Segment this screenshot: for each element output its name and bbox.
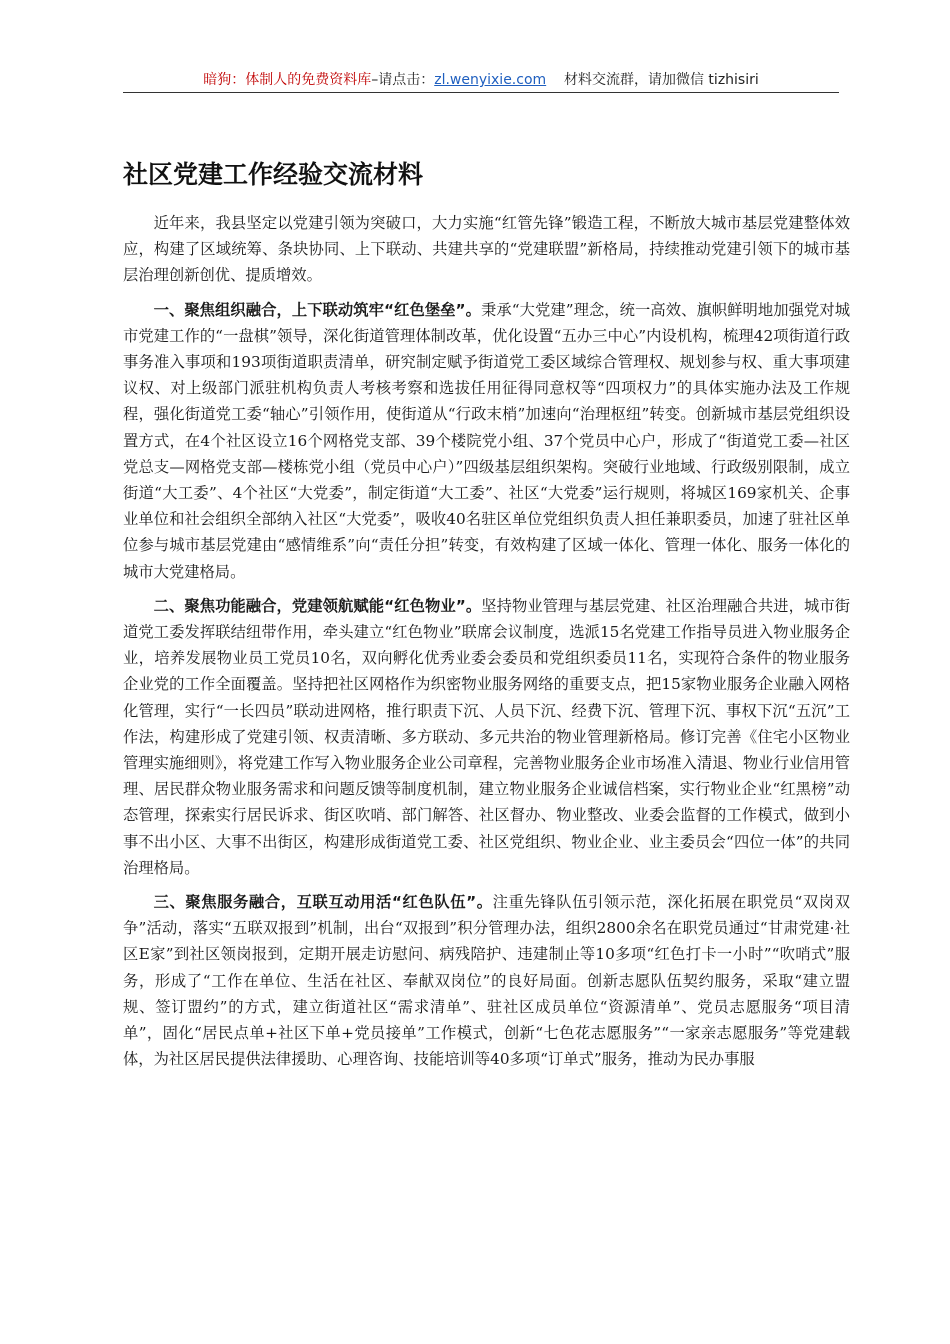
document-body [123, 210, 850, 1081]
header-contact: 材料交流群，请加微信 tizhisiri [563, 72, 759, 88]
document-title: 社区党建工作经验交流材料 [123, 160, 424, 189]
header-link[interactable]: zl.wenyixie.com [434, 72, 547, 88]
section-paragraph-2 [123, 593, 850, 881]
section-text-2: 坚持物业管理与基层党建、社区治理融合共进，城市街道党工委发挥联结纽带作用，牵头建立“红色物业”联席会议制度，选派15名党建工作指导员进入物业服务企业，培养发展物业员工党员10名，双向孵化优秀业委会委员和党组织委员11名，实现符合条件的物业服务企业党的工作全面覆盖。坚持把社区网格作为织密物业服务网络的重要支点，把15家物业服务企业融入网格化管理，实行“一长四员”联动进网格，推行职责下沉、人员下沉、经费下沉、管理下沉、事权下沉“五沉”工作法，构建形成了党建引领、权责清晰、多方联动、多元共治的物业管理新格局。修订完善《住宅小区物业管理实施细则》，将党建工作写入物业服务企业公司章程，完善物业服务企业市场准入清退、物业行业信用管理、居民群众物业服务需求和问题反馈等制度机制，建立物业服务企业诚信档案，实行物业企业“红黑榜”动态管理，探索实行居民诉求、街区吹哨、部门解答、社区督办、物业整改、业委会监督的工作模式，做到小事不出小区、大事不出街区，构建形成街道党工委、社区党组织、物业企业、业主委员会“四位一体”的共同治理格局。 [123, 596, 850, 877]
section-paragraph-1 [123, 297, 850, 585]
section-paragraph-3 [123, 889, 850, 1072]
section-heading-1: 一、聚焦组织融合，上下联动筑牢“红色堡垒”。 [153, 300, 482, 319]
section-heading-2: 二、聚焦功能融合，党建领航赋能“红色物业”。 [153, 596, 482, 615]
header-brand: 暗狗：体制人的免费资料库 [203, 72, 372, 88]
section-text-1: 秉承“大党建”理念，统一高效、旗帜鲜明地加强党对城市党建工作的“一盘棋”领导，深化街道管理体制改革，优化设置“五办三中心”内设机构，梳理42项街道行政事务准入事项和193项街道职责清单，研究制定赋予街道党工委区域综合管理权、规划参与权、重大事项建议权、对上级部门派驻机构负责人考核考察和选拔任用征得同意权等“四项权力”的具体实施办法及工作规程，强化街道党工委“轴心”引领作用，使街道从“行政末梢”加速向“治理枢纽”转变。创新城市基层党组织设置方式，在4个社区设立16个网格党支部、39个楼院党小组、37个党员中心户，形成了“街道党工委—社区党总支—网格党支部—楼栋党小组（党员中心户）”四级基层组织架构。突破行业地域、行政级别限制，成立街道“大工委”、4个社区“大党委”，制定街道“大工委”、社区“大党委”运行规则，将城区169家机关、企事业单位和社会组织全部纳入社区“大党委”，吸收40名驻区单位党组织负责人担任兼职委员，加速了驻社区单位参与城市基层党建由“感情维系”向“责任分担”转变，有效构建了区域一体化、管理一体化、服务一体化的城市大党建格局。 [123, 300, 850, 581]
intro-paragraph: 近年来，我县坚定以党建引领为突破口，大力实施“红管先锋”锻造工程，不断放大城市基层党建整体效应，构建了区域统筹、条块协同、上下联动、共建共享的“党建联盟”新格局，持续推动党建引领下的城市基层治理创新创优、提质增效。 [123, 214, 850, 285]
section-heading-3: 三、聚焦服务融合，互联互动用活“红色队伍”。 [153, 893, 493, 912]
section-text-3: 注重先锋队伍引领示范，深化拓展在职党员“双岗双争”活动，落实“五联双报到”机制，出台“双报到”积分管理办法，组织2800余名在职党员通过“甘肃党建·社区E家”到社区领岗报到，定期开展走访慰问、病残陪护、违建制止等10多项“红色打卡一小时”“吹哨式”服务，形成了“工作在单位、生活在社区、奉献双岗位”的良好局面。创新志愿队伍契约服务，采取“建立盟规、签订盟约”的方式，建立街道社区“需求清单”、驻社区成员单位“资源清单”、党员志愿服务“项目清单”，固化“居民点单+社区下单+党员接单”工作模式，创新“七色花志愿服务”“一家亲志愿服务”等党建载体，为社区居民提供法律援助、心理咨询、技能培训等40多项“订单式”服务，推动为民办事服 [123, 893, 850, 1069]
page-header [123, 70, 839, 93]
header-prompt: –请点击： [371, 72, 435, 88]
